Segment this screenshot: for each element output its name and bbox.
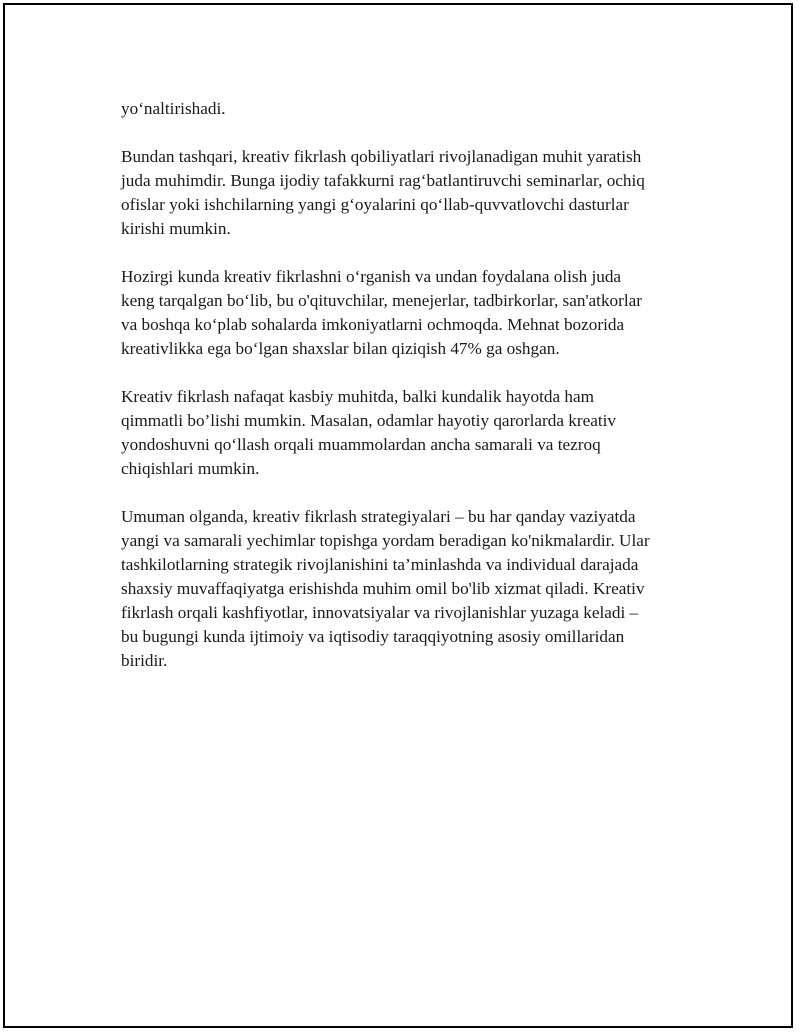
text-line: bu bugungi kunda ijtimoiy va iqtisodiy taraqqiyotning asosiy omillaridan xyxy=(121,627,625,646)
document-body xyxy=(121,97,691,697)
paragraph-3 xyxy=(121,265,691,361)
text-line: Umuman olganda, kreativ fikrlash strategiyalari – bu har qanday vaziyatda xyxy=(121,507,636,526)
text-line: kirishi mumkin. xyxy=(121,219,231,238)
text-line: fikrlash orqali kashfiyotlar, innovatsiyalar va rivojlanishlar yuzaga keladi – xyxy=(121,603,639,622)
text-line: biridir. xyxy=(121,651,168,670)
page-frame xyxy=(3,3,793,1028)
text-line: va boshqa ko‘plab sohalarda imkoniyatlarni ochmoqda. Mehnat bozorida xyxy=(121,315,625,334)
paragraph-2 xyxy=(121,145,691,241)
text-line: yondoshuvni qo‘llash orqali muammolardan ancha samarali va tezroq xyxy=(121,435,601,454)
paragraph-4 xyxy=(121,385,691,481)
paragraph-1 xyxy=(121,97,691,121)
text-line: Kreativ fikrlash nafaqat kasbiy muhitda, balki kundalik hayotda ham xyxy=(121,387,595,406)
text-line: chiqishlari mumkin. xyxy=(121,459,260,478)
text-line: Bundan tashqari, kreativ fikrlash qobiliyatlari rivojlanadigan muhit yaratish xyxy=(121,147,642,166)
text-line: kreativlikka ega bo‘lgan shaxslar bilan qiziqish 47% ga oshgan. xyxy=(121,339,560,358)
text-line: tashkilotlarning strategik rivojlanishini ta’minlashda va individual darajada xyxy=(121,555,639,574)
text-line: yo‘naltirishadi. xyxy=(121,99,226,118)
text-line: Hozirgi kunda kreativ fikrlashni o‘rganish va undan foydalana olish juda xyxy=(121,267,622,286)
text-line: juda muhimdir. Bunga ijodiy tafakkurni rag‘batlantiruvchi seminarlar, ochiq xyxy=(121,171,645,190)
text-line: qimmatli bo’lishi mumkin. Masalan, odamlar hayotiy qarorlarda kreativ xyxy=(121,411,616,430)
text-line: yangi va samarali yechimlar topishga yordam beradigan ko'nikmalardir. Ular xyxy=(121,531,650,550)
text-line: keng tarqalgan bo‘lib, bu o'qituvchilar, menejerlar, tadbirkorlar, san'atkorlar xyxy=(121,291,642,310)
text-line: ofislar yoki ishchilarning yangi g‘oyalarini qo‘llab-quvvatlovchi dasturlar xyxy=(121,195,629,214)
paragraph-5 xyxy=(121,505,691,673)
text-line: shaxsiy muvaffaqiyatga erishishda muhim omil bo'lib xizmat qiladi. Kreativ xyxy=(121,579,645,598)
